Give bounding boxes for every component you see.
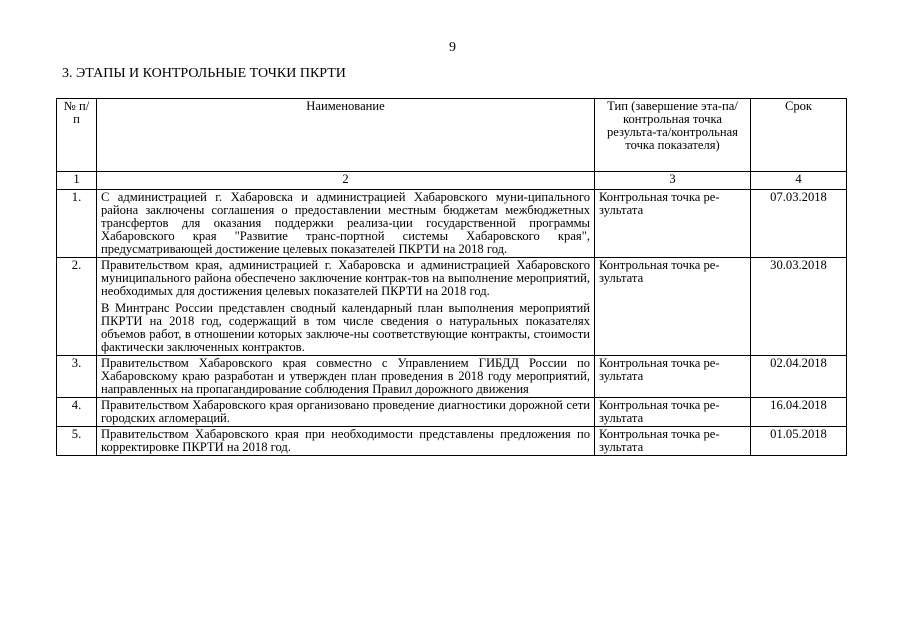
row-type: Контрольная точка ре-зультата (595, 258, 751, 356)
table-row (57, 356, 847, 398)
table-row (57, 190, 847, 258)
page-number: 9 (449, 40, 456, 55)
row-paragraph: Правительством Хабаровского края при необходимости представлены предложения по корректировке ПКРТИ на 2018 год. (101, 427, 590, 454)
header-type: Тип (завершение эта-па/контрольная точка результа-та/контрольная точка показателя) (595, 99, 751, 172)
table-row (57, 427, 847, 456)
column-index: 2 (97, 172, 595, 190)
row-name (97, 427, 595, 456)
row-number: 2. (57, 258, 97, 356)
row-type: Контрольная точка ре-зультата (595, 190, 751, 258)
row-name (97, 190, 595, 258)
row-number: 5. (57, 427, 97, 456)
row-name (97, 356, 595, 398)
row-paragraph: Правительством Хабаровского края организовано проведение диагностики дорожной сети городских агломераций. (101, 398, 590, 425)
header-date: Срок (751, 99, 847, 172)
column-index: 1 (57, 172, 97, 190)
row-number: 1. (57, 190, 97, 258)
column-index-row (57, 172, 847, 190)
row-date: 01.05.2018 (751, 427, 847, 456)
row-date: 16.04.2018 (751, 398, 847, 427)
row-name (97, 398, 595, 427)
header-name: Наименование (97, 99, 595, 172)
column-index: 4 (751, 172, 847, 190)
row-type: Контрольная точка ре-зультата (595, 427, 751, 456)
row-type: Контрольная точка ре-зультата (595, 356, 751, 398)
row-number: 4. (57, 398, 97, 427)
row-name (97, 258, 595, 356)
row-type: Контрольная точка ре-зультата (595, 398, 751, 427)
column-index: 3 (595, 172, 751, 190)
row-number: 3. (57, 356, 97, 398)
table-row (57, 398, 847, 427)
row-date: 07.03.2018 (751, 190, 847, 258)
table-row (57, 258, 847, 356)
row-date: 30.03.2018 (751, 258, 847, 356)
header-row (57, 99, 847, 172)
stages-table (56, 98, 847, 456)
row-paragraph: В Минтранс России представлен сводный календарный план выполнения мероприятий ПКРТИ на 2018 год, содержащий в том числе сведения о натуральных показателях объемов работ, в отношении которых заключе-ны соответствующие контракты, стоимости фактически заключенных контрактов. (101, 301, 590, 354)
row-paragraph: С администрацией г. Хабаровска и администрацией Хабаровского муни-ципального района заключены соглашения о предоставлении местным бюджетам межбюджетных трансфертов для оказания поддержки реализа-ции государственной программы Хабаровского края "Развитие транс-портной системы Хабаровского края", предусматривающей достижение целевых показателей ПКРТИ на 2018 год. (101, 190, 590, 256)
row-paragraph: Правительством края, администрацией г. Хабаровска и администрацией Хабаровского муниципального района обеспечено заключение контрак-тов на выполнение мероприятий, необходимых для достижения целевых показателей ПКРТИ на 2018 год. (101, 258, 590, 298)
section-title: 3. ЭТАПЫ И КОНТРОЛЬНЫЕ ТОЧКИ ПКРТИ (62, 66, 346, 81)
row-paragraph: Правительством Хабаровского края совместно с Управлением ГИБДД России по Хабаровскому краю разработан и утвержден план проведения в 2018 году мероприятий, направленных на пропагандирование соблюдения Правил дорожного движения (101, 356, 590, 396)
header-num: № п/п (57, 99, 97, 172)
row-date: 02.04.2018 (751, 356, 847, 398)
